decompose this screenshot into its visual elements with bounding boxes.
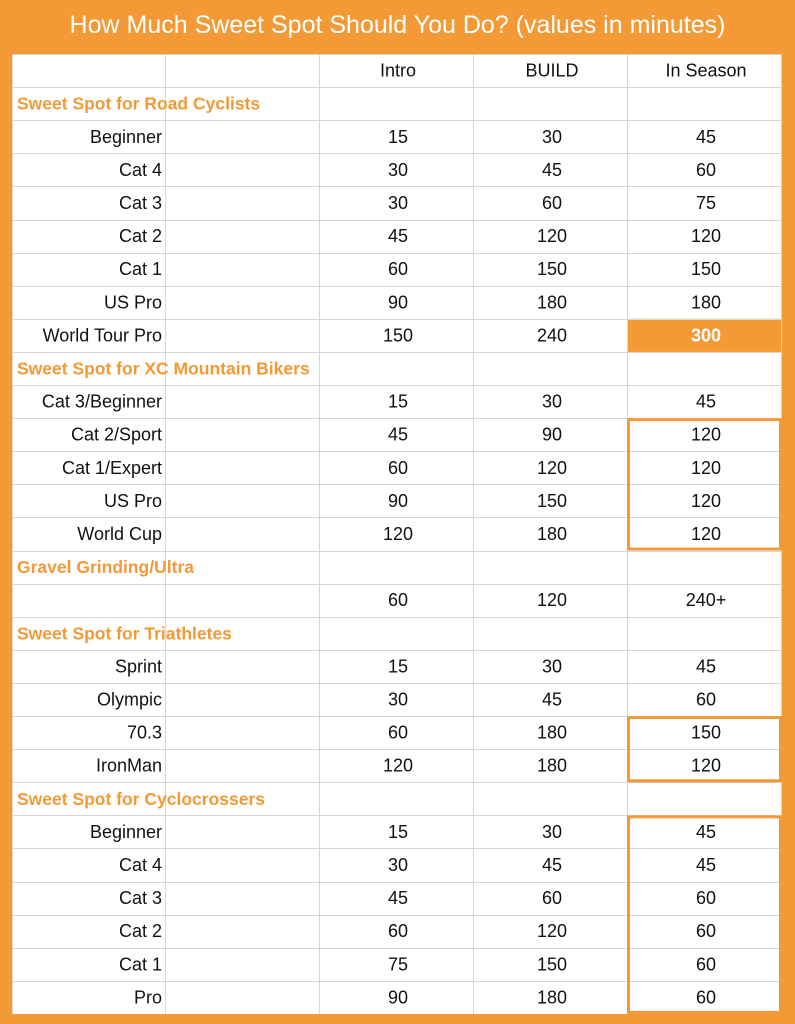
row-label: Cat 1: [118, 259, 162, 280]
column-header: In Season: [665, 60, 747, 81]
cell-value: 45: [695, 391, 717, 412]
row-label: IronMan: [95, 755, 162, 776]
row-label: Sprint: [114, 656, 162, 677]
cell-value: 120: [536, 226, 568, 247]
cell-value: 180: [690, 292, 722, 313]
cell-value: 120: [536, 590, 568, 611]
row-label: World Cup: [77, 524, 162, 544]
cell-value: 120: [382, 524, 414, 544]
cell-value: 15: [387, 821, 409, 842]
row-label: Pro: [133, 987, 162, 1008]
row-label: Beginner: [89, 821, 162, 842]
cell-value: 45: [541, 159, 563, 180]
cell-value: 30: [541, 821, 563, 842]
cell-value: 15: [387, 391, 409, 412]
section-title: Sweet Spot for Triathletes: [17, 623, 232, 644]
row-label: Cat 4: [118, 159, 162, 180]
cell-value: 60: [695, 954, 717, 975]
cell-value: 60: [387, 590, 409, 611]
cell-value: 75: [695, 192, 717, 213]
row-label: US Pro: [103, 490, 162, 511]
outlined-group: [629, 817, 781, 1013]
cell-value: 45: [387, 424, 409, 445]
cell-value: 60: [387, 722, 409, 743]
cell-value: 60: [695, 987, 717, 1008]
cell-value: 45: [387, 226, 409, 247]
cell-value: 15: [387, 656, 409, 677]
row-label: Cat 3: [118, 888, 162, 909]
cell-value: 30: [387, 192, 409, 213]
row-label: World Tour Pro: [42, 325, 162, 346]
cell-value: 45: [695, 126, 717, 147]
cell-value: 60: [541, 888, 563, 909]
section-title: Gravel Grinding/Ultra: [17, 557, 194, 578]
cell-value: 120: [536, 457, 568, 478]
cell-value: 45: [541, 689, 563, 710]
cell-value: 120: [690, 457, 722, 478]
cell-value: 60: [541, 192, 563, 213]
row-label: Cat 1/Expert: [61, 457, 162, 478]
cell-value: 150: [690, 722, 722, 743]
cell-value: 90: [541, 424, 563, 445]
cell-value: 60: [387, 457, 409, 478]
cell-value: 120: [382, 755, 414, 776]
cell-value: 150: [536, 259, 568, 280]
row-label: Cat 2/Sport: [70, 424, 162, 445]
row-label: Cat 1: [118, 954, 162, 975]
cell-value: 75: [387, 954, 409, 975]
cell-value: 30: [541, 391, 563, 412]
cell-value: 45: [695, 821, 717, 842]
cell-value: 150: [536, 954, 568, 975]
highlighted-value: 300: [690, 325, 722, 346]
cell-value: 45: [541, 855, 563, 876]
cell-value: 60: [695, 888, 717, 909]
row-label: Cat 2: [118, 226, 162, 247]
cell-value: 60: [695, 689, 717, 710]
cell-value: 45: [695, 855, 717, 876]
cell-value: 45: [695, 656, 717, 677]
cell-value: 60: [387, 259, 409, 280]
row-label: Cat 2: [118, 921, 162, 942]
row-label: 70.3: [126, 722, 162, 743]
row-label: Cat 4: [118, 855, 162, 876]
column-header: BUILD: [525, 60, 579, 81]
sweet-spot-table: [12, 54, 782, 1014]
cell-value: 150: [382, 325, 414, 346]
cell-value: 180: [536, 524, 568, 544]
cell-value: 180: [536, 722, 568, 743]
cell-value: 30: [541, 656, 563, 677]
cell-value: 30: [387, 689, 409, 710]
cell-value: 90: [387, 987, 409, 1008]
cell-value: 120: [690, 226, 722, 247]
cell-value: 30: [541, 126, 563, 147]
cell-value: 60: [695, 921, 717, 942]
section-title: Sweet Spot for XC Mountain Bikers: [17, 358, 310, 379]
table-sheet: [12, 54, 782, 1014]
row-label: Beginner: [89, 126, 162, 147]
chart-title: How Much Sweet Spot Should You Do? (values in minutes): [69, 11, 726, 39]
row-label: Cat 3/Beginner: [41, 391, 162, 412]
row-label: Cat 3: [118, 192, 162, 213]
cell-value: 150: [690, 259, 722, 280]
cell-value: 90: [387, 490, 409, 511]
cell-value: 120: [536, 921, 568, 942]
column-header: Intro: [379, 60, 417, 81]
cell-value: 120: [690, 490, 722, 511]
cell-value: 240+: [685, 590, 727, 611]
section-title: Sweet Spot for Road Cyclists: [17, 93, 261, 114]
cell-value: 60: [695, 159, 717, 180]
cell-value: 120: [690, 524, 722, 544]
row-label: US Pro: [103, 292, 162, 313]
cell-value: 180: [536, 292, 568, 313]
cell-value: 30: [387, 159, 409, 180]
cell-value: 120: [690, 755, 722, 776]
cell-value: 90: [387, 292, 409, 313]
cell-value: 120: [690, 424, 722, 445]
cell-value: 180: [536, 987, 568, 1008]
row-label: Olympic: [96, 689, 162, 710]
cell-value: 30: [387, 855, 409, 876]
section-title: Sweet Spot for Cyclocrossers: [17, 788, 265, 809]
cell-value: 180: [536, 755, 568, 776]
cell-value: 240: [536, 325, 568, 346]
cell-value: 60: [387, 921, 409, 942]
cell-value: 150: [536, 490, 568, 511]
cell-value: 45: [387, 888, 409, 909]
cell-value: 15: [387, 126, 409, 147]
